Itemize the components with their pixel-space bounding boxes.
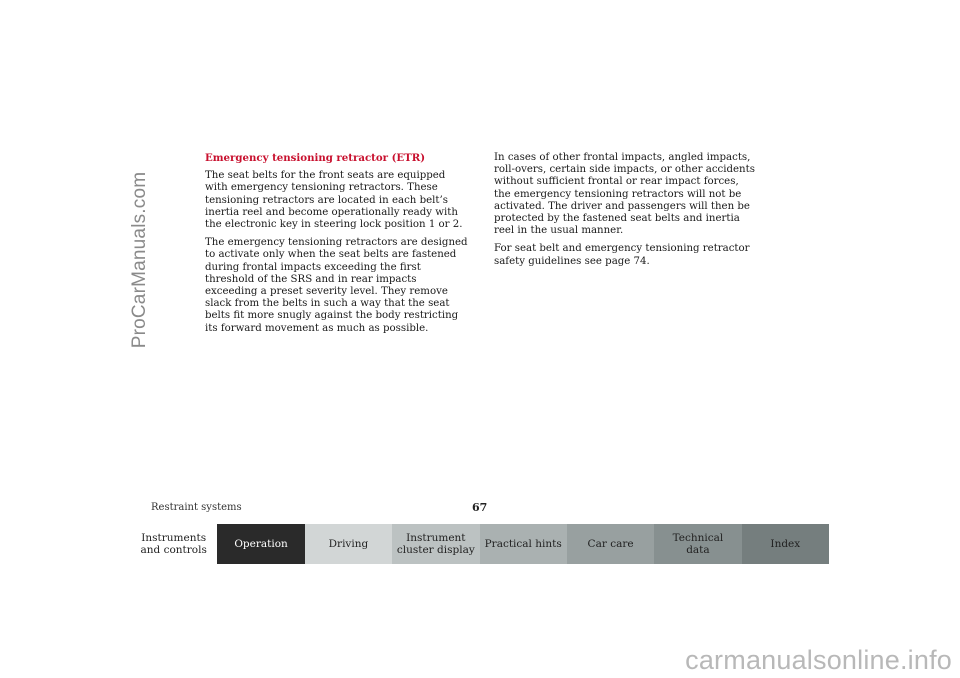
paragraph: The seat belts for the front seats are equipped with emergency tensioning retractors. These tensioning retractors are located in each belt’s inertia reel and become operationally ready with the electronic key in steering lock position 1 or 2. bbox=[205, 170, 463, 231]
tab-index[interactable]: Index bbox=[742, 524, 829, 564]
section-heading: Emergency tensioning retractor (ETR) bbox=[205, 152, 426, 164]
tab-car-care[interactable]: Car care bbox=[567, 524, 654, 564]
footer-watermark: carmanualsonline.info bbox=[685, 645, 952, 675]
left-column bbox=[205, 152, 470, 341]
tab-technical-data[interactable]: Technical data bbox=[654, 524, 741, 564]
tab-instrument-cluster-display[interactable]: Instrument cluster display bbox=[392, 524, 479, 564]
chapter-tabs bbox=[130, 524, 829, 564]
tab-driving[interactable]: Driving bbox=[305, 524, 392, 564]
tab-practical-hints[interactable]: Practical hints bbox=[480, 524, 567, 564]
paragraph: For seat belt and emergency tensioning retractor safety guidelines see page 74. bbox=[494, 243, 750, 267]
page-number: 67 bbox=[472, 501, 488, 514]
right-column bbox=[494, 152, 756, 274]
tab-instruments-and-controls[interactable]: Instruments and controls bbox=[130, 524, 217, 564]
side-watermark-text: ProCarManuals.com bbox=[129, 171, 150, 349]
page-section-title: Restraint systems bbox=[151, 502, 242, 513]
tab-operation[interactable]: Operation bbox=[217, 524, 304, 564]
paragraph: The emergency tensioning retractors are designed to activate only when the seat belts are fastened during frontal impacts exceeding the first threshold of the SRS and in rear impacts exceeding a preset severity level. They remove slack from the belts in such a way that the seat belts fit more snugly against the body restricting its forward movement as much as possible. bbox=[205, 237, 468, 334]
paragraph: In cases of other frontal impacts, angled impacts, roll-overs, certain side impacts, or other accidents without sufficient frontal or rear impact forces, the emergency tensioning retractors will not be activated. The driver and passengers will then be protected by the fastened seat belts and inertia reel in the usual manner. bbox=[494, 152, 755, 237]
